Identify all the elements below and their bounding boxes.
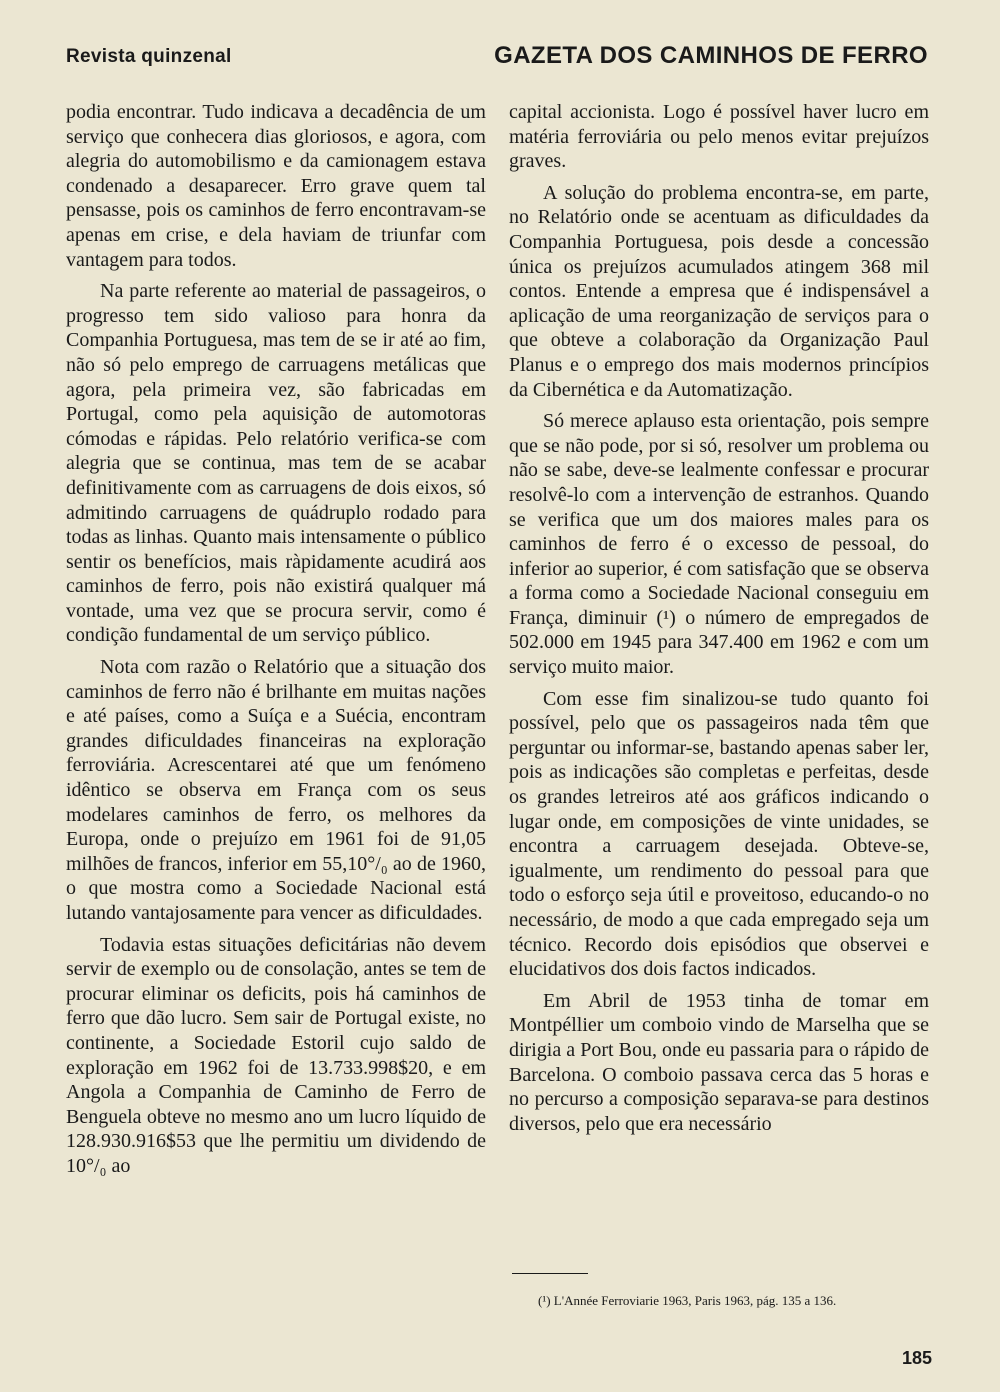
paragraph: Todavia estas situações deficitárias não devem servir de exemplo ou de consolação, antes se tem de procurar eliminar os deficits, pois há caminhos de ferro que dão lucro. Sem sair de Portugal existe, no continente, a Sociedade Estoril cujo saldo de exploração em 1962 foi de 13.733.998$20, e em Angola a Companhia de Caminho de Ferro de Benguela obteve no mesmo ano um lucro líquido de 128.930.916$53 que lhe permitiu um dividendo de 10°/₀ ao (66, 933, 486, 1177)
paragraph: Só merece aplauso esta orientação, pois sempre que se não pode, por si só, resolver um problema ou não se sabe, deve-se lealmente confessar e procurar resolvê-lo com a intervenção de estranhos. Quando se verifica que um dos maiores males para os caminhos de ferro é o excesso de pessoal, do inferior ao superior, é com satisfação que se observa a forma como a Sociedade Nacional conseguiu em França, diminuir (¹) o número de empregados de 502.000 em 1945 para 347.400 em 1962 e com um serviço muito maior. (509, 410, 929, 679)
paragraph: A solução do problema encontra-se, em parte, no Relatório onde se acentuam as dificuldades da Companhia Portuguesa, pois desde a concessão única os prejuízos acumulados atingem 368 mil contos. Entende a empresa que é indispensável a aplicação de uma reorganização de serviços para o que obteve a colaboração da Organização Paul Planus e o emprego dos mais modernos princípios da Cibernética e da Automatização. (509, 181, 929, 401)
footnote-divider (512, 1273, 588, 1274)
paragraph: Na parte referente ao material de passageiros, o progresso tem sido valioso para honra da Companhia Portuguesa, mas tem de se ir até ao fim, não só pelo emprego de carruagens metálicas que agora, pela primeira vez, são fabricadas em Portugal, como pela aquisição de automotoras cómodas e rápidas. Pelo relatório verifica-se com alegria que se continua, mas tem de se acabar definitivamente com as carruagens de dois eixos, só admitindo carruagens de quádruplo rodado para todas as linhas. Quanto mais intensamente o público sentir os benefícios, mais ràpidamente acudirá aos caminhos de ferro, pois não existirá qualquer má vontade, uma vez que se procura servir, como é condição fundamental de um serviço público. (66, 280, 486, 647)
header-left: Revista quinzenal (66, 46, 232, 67)
paragraph: capital accionista. Logo é possível haver lucro em matéria ferroviária ou pelo menos evitar prejuízos graves. (509, 101, 929, 173)
paragraph: podia encontrar. Tudo indicava a decadência de um serviço que conhecera dias gloriosos, e agora, com alegria do automobilismo e da camionagem estava condenado a desaparecer. Erro grave quem tal pensasse, pois os caminhos de ferro encontravam-se apenas em crise, e dela haviam de triunfar com vantagem para todos. (66, 101, 486, 271)
left-column (66, 100, 486, 1186)
paragraph: Com esse fim sinalizou-se tudo quanto foi possível, pelo que os passageiros nada têm que perguntar ou informar-se, bastando apenas saber ler, pois as indicações são completas e perfeitas, desde os grandes letreiros até aos gráficos indicando o lugar onde, em composições de vinte unidades, se encontra a carruagem desejada. Obteve-se, igualmente, um rendimento do pessoal para que todo o esforço seja útil e proveitoso, educando-o no necessário, de modo a que cada empregado seja um técnico. Recordo dois episódios que observei e elucidativos dos dois factos indicados. (509, 687, 929, 981)
right-column (509, 100, 929, 1143)
header-title: GAZETA DOS CAMINHOS DE FERRO (494, 42, 928, 69)
paragraph: Nota com razão o Relatório que a situação dos caminhos de ferro não é brilhante em muitas nações e até países, como a Suíça e a Suécia, encontram grandes dificuldades financeiras na exploração ferroviária. Acrescentarei até que um fenómeno idêntico se observa em França com os seus modelares caminhos de ferro, os melhores da Europa, onde o prejuízo em 1961 foi de 91,05 milhões de francos, inferior em 55,10°/₀ ao de 1960, o que mostra como a Sociedade Nacional está lutando vantajosamente para vencer as dificuldades. (66, 656, 486, 924)
paragraph: Em Abril de 1953 tinha de tomar em Montpéllier um comboio vindo de Marselha que se dirigia a Port Bou, onde eu passaria para o rápido de Barcelona. O comboio passava cerca das 5 horas e no percurso a composição separava-se para destinos diversos, pelo que era necessário (509, 989, 929, 1135)
page-number: 185 (901, 1348, 932, 1368)
footnote: (¹) L'Année Ferroviarie 1963, Paris 1963, pág. 135 a 136. (538, 1293, 837, 1308)
